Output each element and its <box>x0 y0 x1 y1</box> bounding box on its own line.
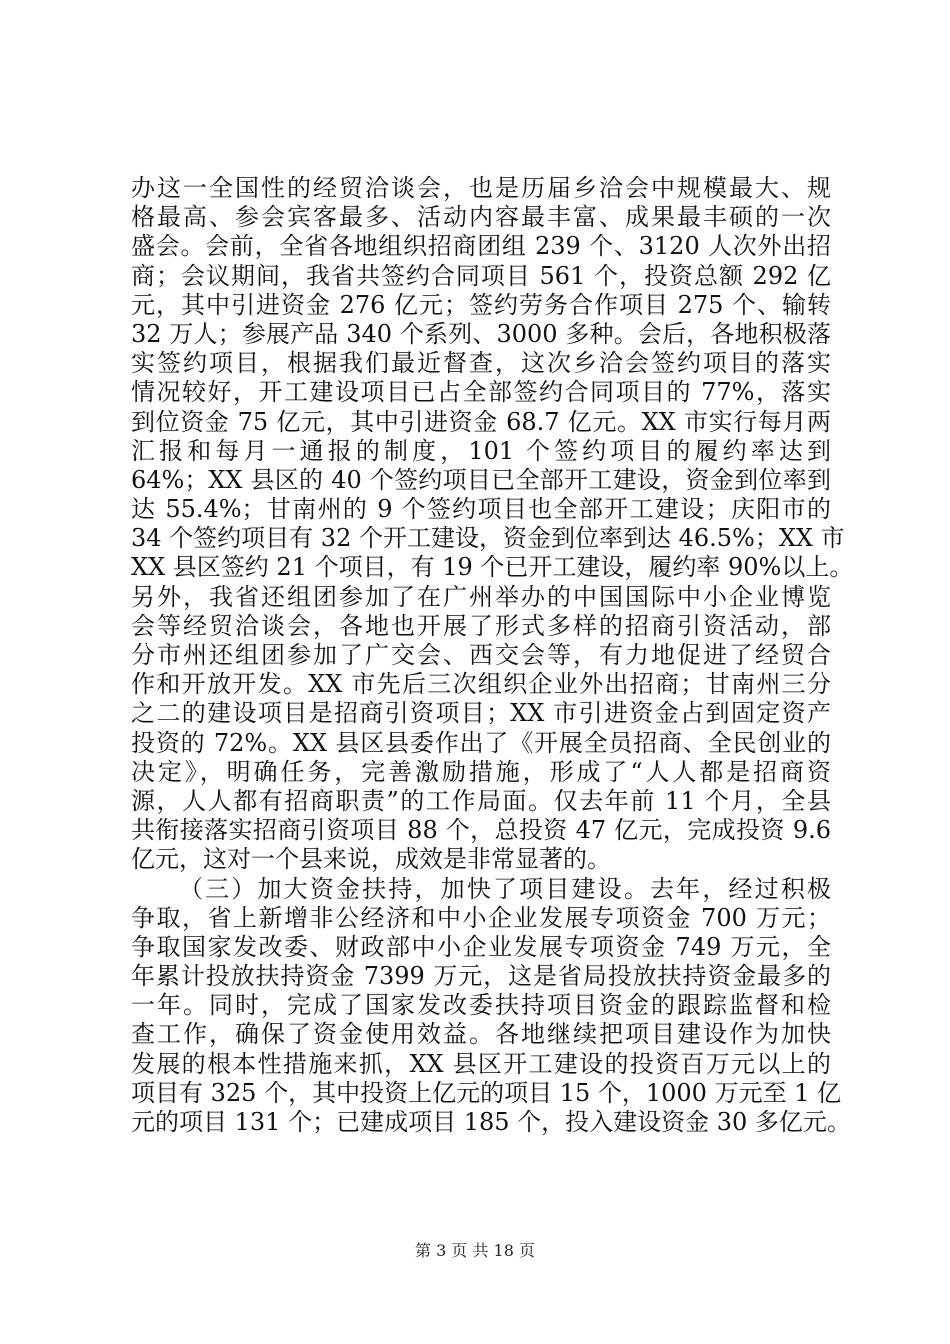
text-line: 查工作，确保了资金使用效益。各地继续把项目建设作为加快 <box>131 1020 831 1049</box>
text-line: 源，人人都有招商职责”的工作局面。仅去年前 11 个月，全县 <box>131 786 831 815</box>
paragraph-heading-line: （三）加大资金扶持，加快了项目建设。去年，经过积极 <box>179 874 831 903</box>
text-line: 争取，省上新增非公经济和中小企业发展专项资金 700 万元； <box>131 903 831 932</box>
text-line: 争取国家发改委、财政部中小企业发展专项资金 749 万元，全 <box>131 932 831 961</box>
text-line: 盛会。会前，全省各地组织招商团组 239 个、3120 人次外出招 <box>131 232 831 261</box>
text-line: 64%；XX 县区的 40 个签约项目已全部开工建设，资金到位率到 <box>131 465 831 494</box>
text-line: 情况较好，开工建设项目已占全部签约合同项目的 77%，落实 <box>131 378 831 407</box>
text-line: 34 个签约项目有 32 个开工建设，资金到位率到达 46.5%；XX 市 <box>131 524 845 553</box>
text-line: 汇报和每月一通报的制度，101 个签约项目的履约率达到 <box>131 436 831 465</box>
text-line: 办这一全国性的经贸洽谈会，也是历届乡洽会中规模最大、规 <box>131 174 831 202</box>
text-line: 另外，我省还组团参加了在广州举办的中国国际中小企业博览 <box>131 582 831 611</box>
text-line: 年累计投放扶持资金 7399 万元，这是省局投放扶持资金最多的 <box>131 962 831 991</box>
text-line: 格最高、参会宾客最多、活动内容最丰富、成果最丰硕的一次 <box>131 203 831 232</box>
text-line: 达 55.4%；甘南州的 9 个签约项目也全部开工建设；庆阳市的 <box>131 495 831 524</box>
text-line: 32 万人；参展产品 340 个系列、3000 多种。会后，各地积极落 <box>131 319 831 348</box>
body-text <box>131 174 854 1137</box>
text-line: 之二的建设项目是招商引资项目；XX 市引进资金占到固定资产 <box>131 699 831 728</box>
text-line: 决定》，明确任务，完善激励措施，形成了“人人都是招商资 <box>131 757 831 786</box>
text-line: 元，其中引进资金 276 亿元；签约劳务合作项目 275 个、输转 <box>131 290 831 319</box>
text-line: 共衔接落实招商引资项目 88 个，总投资 47 亿元，完成投资 9.6 <box>131 816 831 845</box>
text-line: 商；会议期间，我省共签约合同项目 561 个，投资总额 292 亿 <box>131 261 831 290</box>
text-line: 分市州还组团参加了广交会、西交会等，有力地促进了经贸合 <box>131 641 831 669</box>
text-line: 作和开放开发。XX 市先后三次组织企业外出招商；甘南州三分 <box>131 670 831 699</box>
text-line: 到位资金 75 亿元，其中引进资金 68.7 亿元。XX 市实行每月两 <box>131 407 831 436</box>
text-line: 元的项目 131 个；已建成项目 185 个，投入建设资金 30 多亿元。 <box>131 1108 851 1136</box>
text-line: 一年。同时，完成了国家发改委扶持项目资金的跟踪监督和检 <box>131 991 831 1020</box>
text-line: 项目有 325 个，其中投资上亿元的项目 15 个，1000 万元至 1 亿 <box>131 1078 842 1107</box>
text-line: 会等经贸洽谈会，各地也开展了形式多样的招商引资活动，部 <box>131 611 831 640</box>
text-line: 实签约项目，根据我们最近督查，这次乡洽会签约项目的落实 <box>131 349 831 378</box>
page-number: 第 3 页 共 18 页 <box>415 1241 535 1260</box>
text-line: 发展的根本性措施来抓，XX 县区开工建设的投资百万元以上的 <box>131 1049 831 1078</box>
text-line: 亿元，这对一个县来说，成效是非常显著的。 <box>131 845 611 874</box>
text-line: 投资的 72%。XX 县区县委作出了《开展全员招商、全民创业的 <box>131 728 831 757</box>
text-line: XX 县区签约 21 个项目，有 19 个已开工建设，履约率 90%以上。 <box>131 553 854 582</box>
